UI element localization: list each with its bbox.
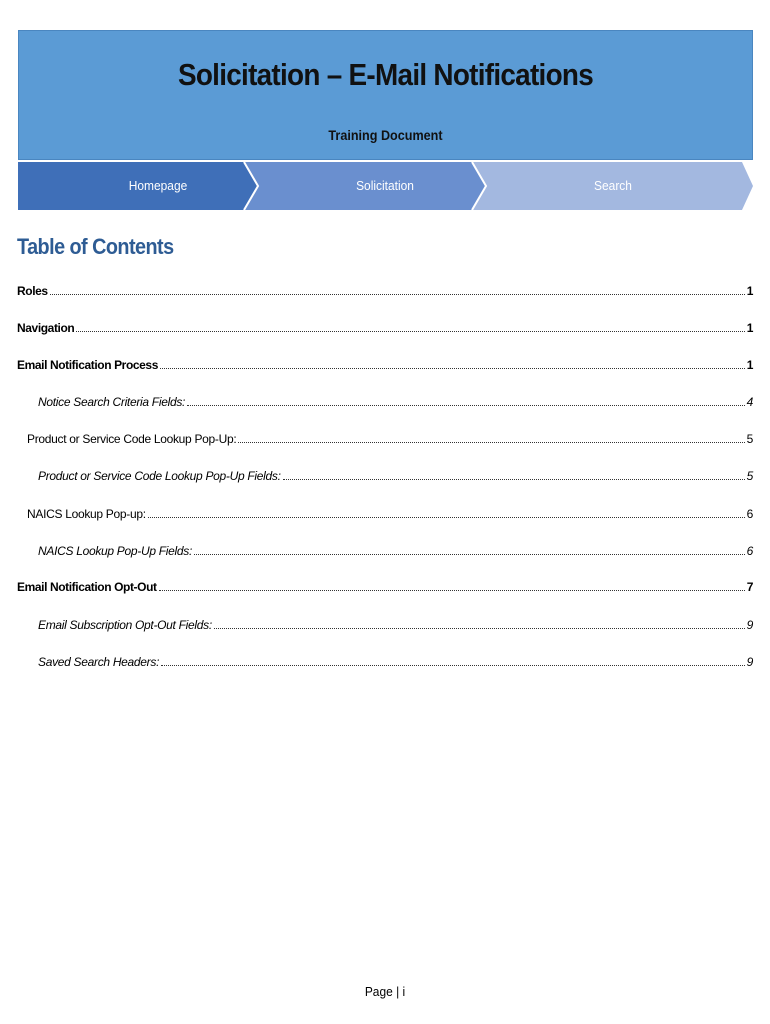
toc-entry-page: 9 [746, 655, 753, 669]
toc-leader-dots [160, 367, 745, 369]
toc-heading: Table of Contents [17, 234, 174, 259]
toc-leader-dots [194, 553, 745, 555]
toc-entry-text: NAICS Lookup Pop-up: [27, 507, 146, 521]
toc-entry-page: 5 [746, 432, 753, 446]
toc-leader-dots [50, 293, 745, 295]
toc-leader-dots [187, 404, 745, 406]
toc-entry-email-notification-process[interactable] [17, 356, 753, 374]
toc-entry-page: 1 [746, 321, 753, 335]
toc-entry-email-subscription-opt-out-fields[interactable] [38, 616, 753, 634]
toc-entry-text: Product or Service Code Lookup Pop-Up: [27, 432, 237, 446]
toc-entry-email-notification-opt-out[interactable] [17, 578, 753, 596]
document-title: Solicitation – E-Mail Notifications [177, 57, 594, 92]
toc-entry-psc-lookup-popup[interactable] [27, 430, 753, 448]
toc-leader-dots [161, 664, 745, 666]
document-subtitle: Training Document [328, 127, 443, 143]
toc-entry-notice-search-criteria-fields[interactable] [38, 393, 753, 411]
toc-entry-page: 5 [746, 469, 753, 483]
toc-entry-page: 6 [746, 507, 753, 521]
page-footer: Page | i [364, 984, 406, 999]
toc-leader-dots [238, 441, 744, 443]
toc-entry-saved-search-headers[interactable] [38, 653, 753, 671]
toc-entry-page: 7 [746, 580, 753, 594]
toc-entry-text: Roles [17, 284, 48, 298]
toc-entry-text: Email Notification Opt-Out [17, 580, 157, 594]
toc-entry-naics-lookup-popup-fields[interactable] [38, 542, 753, 560]
toc-entry-text: Email Notification Process [17, 358, 158, 372]
toc-entry-page: 6 [746, 544, 753, 558]
toc-leader-dots [148, 516, 745, 518]
toc-entry-page: 9 [746, 618, 753, 632]
toc-entry-text: Notice Search Criteria Fields: [38, 395, 186, 409]
toc-entry-naics-lookup-popup[interactable] [27, 505, 753, 523]
breadcrumb-step-search: Search [594, 178, 632, 193]
toc-entry-text: NAICS Lookup Pop-Up Fields: [38, 544, 192, 558]
toc-entry-roles[interactable] [17, 282, 753, 300]
toc-entry-text: Navigation [17, 321, 75, 335]
toc-entry-page: 4 [746, 395, 753, 409]
toc-entry-text: Email Subscription Opt-Out Fields: [38, 618, 212, 632]
toc-entry-text: Saved Search Headers: [38, 655, 160, 669]
toc-leader-dots [214, 627, 745, 629]
breadcrumb-step-solicitation: Solicitation [356, 178, 414, 193]
toc-entry-text: Product or Service Code Lookup Pop-Up Fields: [38, 469, 281, 483]
toc-leader-dots [76, 330, 744, 332]
toc-leader-dots [283, 478, 745, 480]
breadcrumb-step-homepage: Homepage [128, 178, 188, 193]
toc-entry-page: 1 [746, 358, 753, 372]
toc-entry-navigation[interactable] [17, 319, 753, 337]
toc-leader-dots [159, 589, 745, 591]
toc-entry-page: 1 [746, 284, 753, 298]
toc-entry-psc-lookup-popup-fields[interactable] [38, 467, 753, 485]
